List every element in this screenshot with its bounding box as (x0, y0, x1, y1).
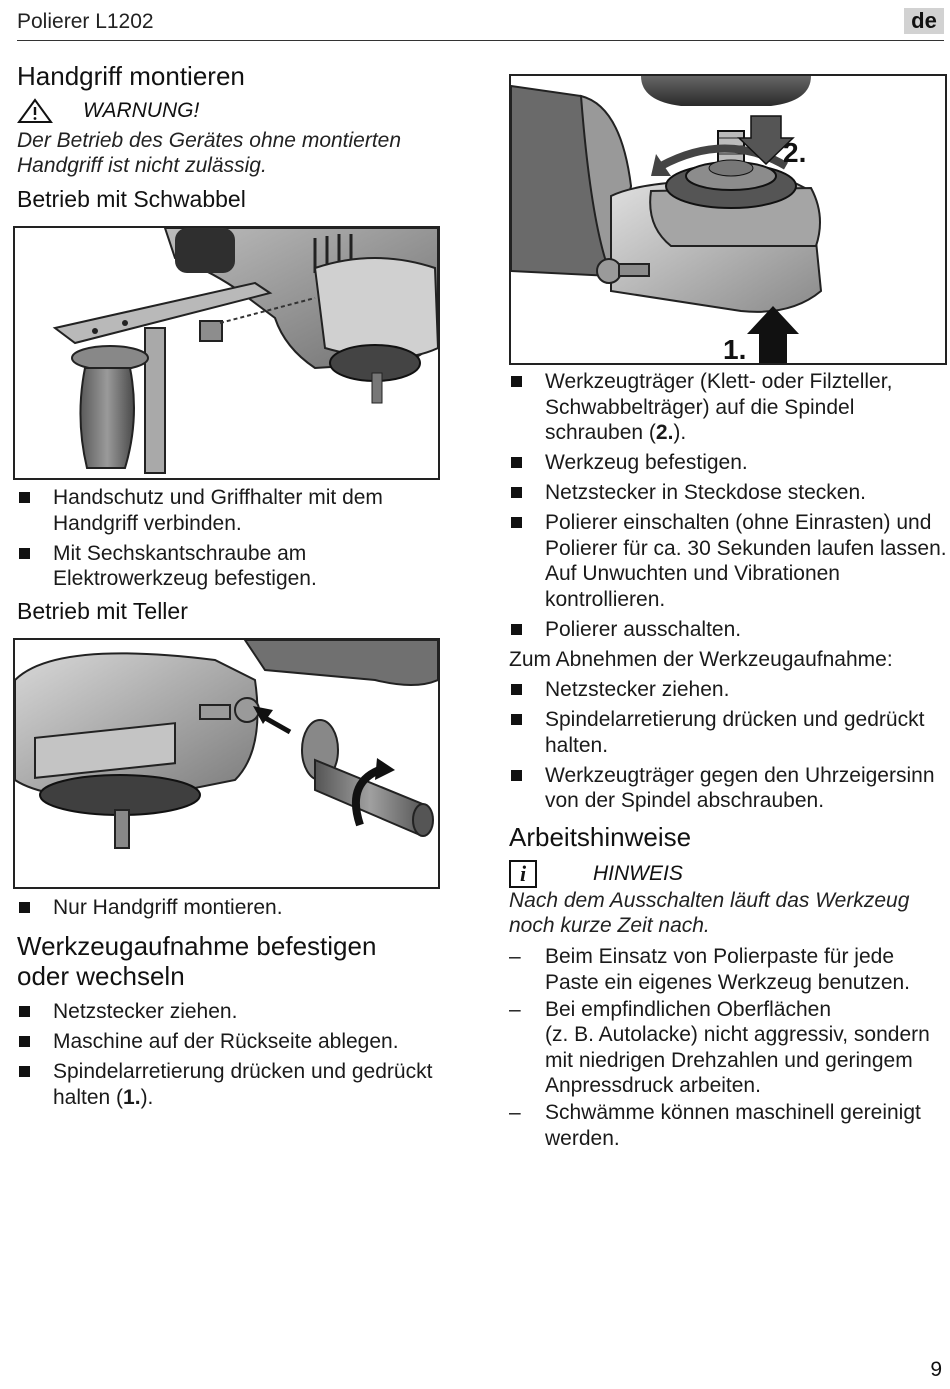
list-item-line: von der Spindel abschrauben. (545, 789, 825, 812)
list-item (509, 677, 947, 703)
dash-marker: – (509, 1101, 521, 1124)
list-item-line: Polierer für ca. 30 Sekunden laufen lassen. (545, 536, 947, 560)
list-item (509, 510, 947, 612)
list-item (509, 1100, 947, 1151)
page-number: 9 (930, 1358, 942, 1381)
heading-betrieb-schwabbel: Betrieb mit Schwabbel (17, 186, 246, 212)
list-item (17, 895, 447, 921)
list-item (509, 450, 947, 476)
list-item-line: Elektrowerkzeug befestigen. (53, 567, 317, 590)
list-item-line: Werkzeugträger (Klett- oder Filzteller, (545, 370, 893, 393)
list-item (509, 480, 947, 506)
list-item-line: Spindelarretierung drücken und gedrückt (53, 1060, 433, 1083)
list-item-line: werden. (545, 1126, 620, 1150)
list-item-line: kontrollieren. (545, 587, 666, 611)
heading-arbeitshinweise: Arbeitshinweise (509, 822, 692, 852)
hinweis-text-line: Nach dem Ausschalten läuft das Werkzeug (509, 889, 910, 912)
list-item-text: Netzstecker ziehen. (53, 1000, 238, 1023)
bullet-square-icon (511, 487, 522, 498)
language-badge: de (904, 8, 944, 34)
list-item-text: Polierer ausschalten. (545, 617, 742, 641)
illustration-handle-teller (15, 640, 438, 887)
list-item-line: Auf Unwuchten und Vibrationen (545, 562, 840, 585)
heading-handgriff-montieren: Handgriff montieren (17, 61, 245, 91)
figure-spindle (509, 74, 947, 365)
list-item-line: Schwämme können maschinell gereinigt (545, 1101, 921, 1124)
text-fragment: halten ( (53, 1085, 124, 1109)
list-item-text: Maschine auf der Rückseite ablegen. (53, 1030, 399, 1053)
warning-text (17, 128, 401, 178)
info-icon: i (509, 860, 537, 888)
document-title: Polierer L1202 (17, 10, 154, 33)
dash-marker: – (509, 945, 521, 968)
list-werkzeug (17, 999, 447, 1115)
bullet-square-icon (511, 624, 522, 635)
warning-text-line: Handgriff ist nicht zulässig. (17, 154, 267, 177)
heading-betrieb-teller: Betrieb mit Teller (17, 598, 188, 624)
hinweis-text-line: noch kurze Zeit nach. (509, 914, 710, 937)
list-item-line: Schwabbelträger) auf die Spindel (545, 395, 855, 419)
hinweis-header (509, 860, 683, 888)
list-item-line: Spindelarretierung drücken und gedrückt (545, 708, 925, 731)
step-1-label: 1. (723, 334, 747, 363)
list-abnehmen (509, 677, 947, 818)
bullet-square-icon (511, 770, 522, 781)
list-item-text: Werkzeug befestigen. (545, 451, 748, 474)
list-item-line: Mit Sechskantschraube am (53, 541, 307, 565)
step-ref: 2. (655, 421, 674, 444)
list-item-text: Nur Handgriff montieren. (53, 896, 283, 919)
bullet-square-icon (19, 1036, 30, 1047)
list-item (17, 999, 447, 1025)
text-fragment: schrauben ( (545, 421, 656, 444)
list-item-line: mit niedrigen Drehzahlen und geringem (545, 1048, 913, 1072)
list-schwabbel (17, 485, 447, 596)
dash-marker: – (509, 997, 521, 1021)
bullet-square-icon (511, 376, 522, 387)
list-item-text: Netzstecker ziehen. (545, 678, 730, 701)
bullet-square-icon (19, 1006, 30, 1017)
step-ref: 1. (123, 1085, 141, 1109)
bullet-square-icon (19, 902, 30, 913)
figure-handle-assembly (13, 226, 440, 480)
list-item-line (53, 1085, 447, 1111)
bullet-square-icon (511, 714, 522, 725)
list-item-line: Werkzeugträger gegen den Uhrzeigersinn (545, 763, 935, 787)
heading-werkzeugaufnahme (17, 931, 376, 991)
warning-label: WARNUNG! (83, 99, 200, 122)
illustration-spindle-mount (511, 76, 945, 363)
text-fragment: ). (140, 1085, 154, 1109)
list-hinweise (509, 944, 947, 1153)
heading-line: Werkzeugaufnahme befestigen (17, 931, 377, 961)
list-item (17, 485, 447, 536)
bullet-square-icon (19, 492, 30, 503)
list-item-line: (z. B. Autolacke) nicht aggressiv, sondern (545, 1023, 930, 1046)
figure-handle-teller (13, 638, 440, 889)
list-item (509, 944, 947, 995)
list-item (509, 369, 947, 446)
list-item (509, 707, 947, 758)
list-item (17, 1029, 447, 1055)
list-item (509, 763, 947, 814)
bullet-square-icon (19, 548, 30, 559)
list-item (509, 997, 947, 1099)
list-item (17, 1059, 447, 1110)
hinweis-label: HINWEIS (593, 862, 683, 885)
list-item-line: Anpressdruck arbeiten. (545, 1074, 761, 1097)
warning-text-line: Der Betrieb des Gerätes ohne montierten (17, 129, 402, 152)
bullet-square-icon (19, 1066, 30, 1077)
list-item (17, 541, 447, 592)
heading-line: oder wechseln (17, 961, 185, 991)
list-item-text: Netzstecker in Steckdose stecken. (545, 481, 866, 504)
list-item-line: Bei empfindlichen Oberflächen (545, 997, 832, 1021)
header-divider (17, 40, 944, 41)
list-item-line: Handschutz und Griffhalter mit dem (53, 486, 383, 509)
step-2-label: 2. (783, 137, 807, 168)
list-item-line: halten. (545, 733, 609, 757)
bullet-square-icon (511, 457, 522, 468)
list-teller (17, 895, 447, 925)
hinweis-text (509, 888, 909, 938)
illustration-handle-schwabbel (15, 228, 438, 478)
warning-triangle-icon (17, 98, 53, 124)
abnehmen-intro: Zum Abnehmen der Werkzeugaufnahme: (509, 648, 893, 671)
list-item-line: Paste ein eigenes Werkzeug benutzen. (545, 970, 911, 994)
text-fragment: ). (673, 421, 687, 444)
list-item-line: Beim Einsatz von Polierpaste für jede (545, 945, 895, 968)
list-montage (509, 369, 947, 647)
list-item-line: Handgriff verbinden. (53, 511, 242, 535)
list-item-line (545, 420, 947, 446)
list-item-line: Polierer einschalten (ohne Einrasten) und (545, 511, 932, 534)
list-item (509, 617, 947, 643)
warning-header (17, 98, 199, 124)
bullet-square-icon (511, 684, 522, 695)
bullet-square-icon (511, 517, 522, 528)
